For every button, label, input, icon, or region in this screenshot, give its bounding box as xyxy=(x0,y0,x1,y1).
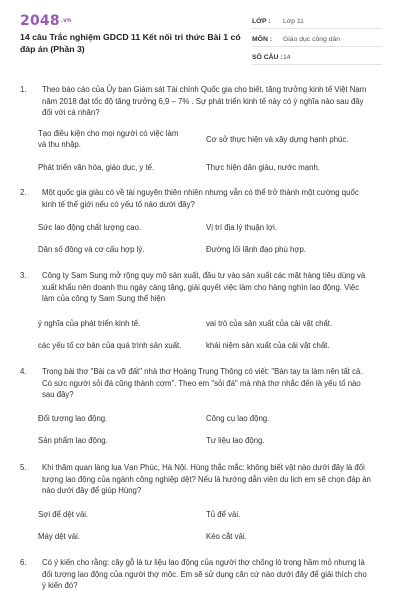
option-b[interactable]: Công cụ lao động. xyxy=(206,414,270,423)
option-a[interactable]: Sợi để dệt vải. xyxy=(38,510,89,519)
option-a[interactable]: ý nghĩa của phát triển kinh tế. xyxy=(38,319,141,328)
question-number: 4. xyxy=(20,367,27,376)
option-d[interactable]: Tư liệu lao động. xyxy=(206,436,265,445)
question-text: Theo báo cáo của Ủy ban Giám sát Tài chính Quốc gia cho biết, tăng trưởng kinh tế Việt Nam năm 2018 đạt tốc độ tăng trưởng 6,9 – 7% . Sự phát triển kinh tế này có ý nghĩa nào sau đây đối với cá nhân? xyxy=(42,85,367,118)
option-d[interactable]: Đường lối lãnh đạo phù hợp. xyxy=(206,245,306,254)
option-b[interactable]: vai trò của sản xuất của cải vật chất. xyxy=(206,319,333,328)
info-label: MÔN : xyxy=(252,35,273,43)
question-text: Trong bài thơ "Bài ca vỡ đất" nhà thơ Hoàng Trung Thông có viết: "Bàn tay ta làm nên tất cả. Có sức người sỏi đá cũng thành cơm". Theo em "sỏi đá" mà nhà thơ nhắc đến là yếu tố nào sau đây? xyxy=(42,367,363,400)
question-text: Một quốc gia giàu có về tài nguyên thiên nhiên nhưng vẫn có thể trở thành một cường quốc kinh tế thế giới nếu có yếu tố nào dưới đây? xyxy=(42,188,359,209)
logo-text: 2048 xyxy=(20,13,60,29)
question-number: 5. xyxy=(20,463,27,472)
info-panel xyxy=(252,14,382,68)
question-number: 1. xyxy=(20,85,27,94)
question-number: 3. xyxy=(20,271,27,280)
info-value: Lớp 11 xyxy=(283,17,304,25)
question-number: 6. xyxy=(20,558,27,567)
question-text: Khi thăm quan làng lụa Vạn Phúc, Hà Nội. Hùng thắc mắc: không biết vật nào dưới đây là đối tượng lao động của ngành công nghiệp dệt? Nếu là hướng dẫn viên du lịch em sẽ chọn đáp án nào dưới đây để giúp Hùng? xyxy=(42,463,371,496)
option-c[interactable]: Sản phẩm lao động. xyxy=(38,436,108,445)
info-value: 14 xyxy=(283,53,291,61)
header xyxy=(0,0,400,70)
option-d[interactable]: Thực hiện dân giàu, nước mạnh. xyxy=(206,163,320,172)
info-row-count xyxy=(252,50,382,65)
option-b[interactable]: Tủ để vải. xyxy=(206,510,241,519)
option-c[interactable]: Dân số đông và cơ cấu hợp lý. xyxy=(38,245,145,254)
option-d[interactable]: khái niệm sản xuất của cải vật chất. xyxy=(206,341,330,350)
info-label: LỚP : xyxy=(252,17,271,25)
info-row-subject xyxy=(252,32,382,47)
info-row-class xyxy=(252,14,382,29)
option-b[interactable]: Cơ sở thực hiện và xây dựng hạnh phúc. xyxy=(206,135,349,144)
question-number: 2. xyxy=(20,188,27,197)
logo-suffix: .vn xyxy=(60,17,72,24)
option-c[interactable]: Phát triển văn hóa, giáo dục, y tế. xyxy=(38,163,155,172)
option-a[interactable]: Đối tượng lao động. xyxy=(38,414,108,423)
option-a[interactable]: Sức lao động chất lượng cao. xyxy=(38,223,142,232)
option-b[interactable]: Vị trí địa lý thuận lợi. xyxy=(206,223,277,232)
option-a[interactable]: Tạo điều kiện cho mọi người có việc làm và thu nhập. xyxy=(38,129,179,149)
info-label: SỐ CÂU : xyxy=(252,53,283,61)
question-text: Có ý kiến cho rằng: cây gỗ là tư liệu lao động của người thợ chống lò trong hầm mỏ nhưng là đối tượng lao động của người thợ mộc. Em sẽ sử dụng căn cứ nào dưới đây để giải thích cho ý kiến đó? xyxy=(42,558,367,591)
page-title: 14 câu Trắc nghiệm GDCD 11 Kết nối tri thức Bài 1 có đáp án (Phần 3) xyxy=(20,32,241,54)
site-logo[interactable] xyxy=(20,10,71,29)
question-text: Công ty Sam Sung mở rộng quy mô sản xuất, đầu tư vào sản xuất các mặt hàng tiêu dùng và xuất khẩu nên doanh thu ngày càng tăng, giải quyết việc làm cho hàng nghìn lao động. Việc làm của công ty Sam Sung thể hiện xyxy=(42,271,366,304)
info-value: Giáo dục công dân xyxy=(283,35,341,43)
option-c[interactable]: các yếu tố cơ bản của quá trình sản xuất. xyxy=(38,341,182,350)
option-c[interactable]: Máy dệt vải. xyxy=(38,532,81,541)
option-d[interactable]: Kéo cắt vải. xyxy=(206,532,247,541)
